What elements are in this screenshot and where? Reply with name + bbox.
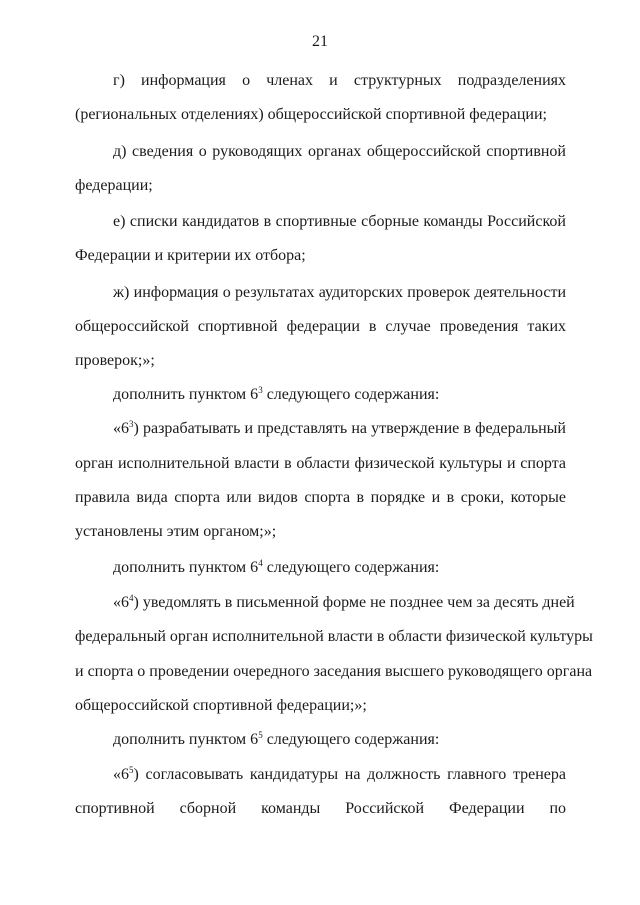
text-line: «$6^4$) уведомлять в письменной форме не позднее чем за десять дней — [113, 593, 575, 611]
text-line: дополнить пунктом $6^5$ следующего содержания: — [113, 730, 440, 748]
text-line: федерации; — [75, 177, 153, 194]
text-line: установлены этим органом;»; — [75, 523, 277, 540]
text-line: дополнить пунктом $6^4$ следующего содержания: — [113, 558, 440, 576]
superscript: 5 — [258, 730, 263, 740]
text-line: «$6^3$) разрабатывать и представлять на утверждение в федеральный — [113, 419, 566, 437]
superscript: 4 — [129, 593, 134, 603]
superscript: 4 — [258, 558, 263, 568]
text-line: орган исполнительной власти в области физической культуры и спорта — [75, 455, 566, 472]
page-number: 21 — [312, 33, 328, 50]
superscript: 5 — [129, 765, 134, 775]
text-line: (региональных отделениях) общероссийской спортивной федерации; — [75, 106, 547, 123]
text-line: общероссийской спортивной федерации в случае проведения таких — [75, 318, 566, 335]
text-line: и спорта о проведении очередного заседания высшего руководящего органа — [75, 663, 593, 680]
text-line: Федерации и критерии их отбора; — [75, 247, 306, 264]
text-line: спортивной сборной команды Российской Федерации по — [75, 800, 566, 817]
text-line: проверок;»; — [75, 352, 155, 369]
text-line: д) сведения о руководящих органах общероссийской спортивной — [113, 143, 566, 160]
text-line: «$6^5$) согласовывать кандидатуры на должность главного тренера — [113, 765, 566, 783]
text-line: федеральный орган исполнительной власти в области физической культуры — [75, 628, 593, 645]
text-line: правила вида спорта или видов спорта в порядке и в сроки, которые — [75, 489, 566, 506]
text-line: общероссийской спортивной федерации;»; — [75, 697, 367, 714]
text-line: г) информация о членах и структурных подразделениях — [113, 72, 566, 89]
text-line: дополнить пунктом $6^3$ следующего содержания: — [113, 385, 440, 403]
text-line: е) списки кандидатов в спортивные сборные команды Российской — [113, 213, 566, 230]
text-line: ж) информация о результатах аудиторских проверок деятельности — [113, 284, 566, 301]
superscript: 3 — [258, 385, 263, 395]
superscript: 3 — [129, 419, 134, 429]
